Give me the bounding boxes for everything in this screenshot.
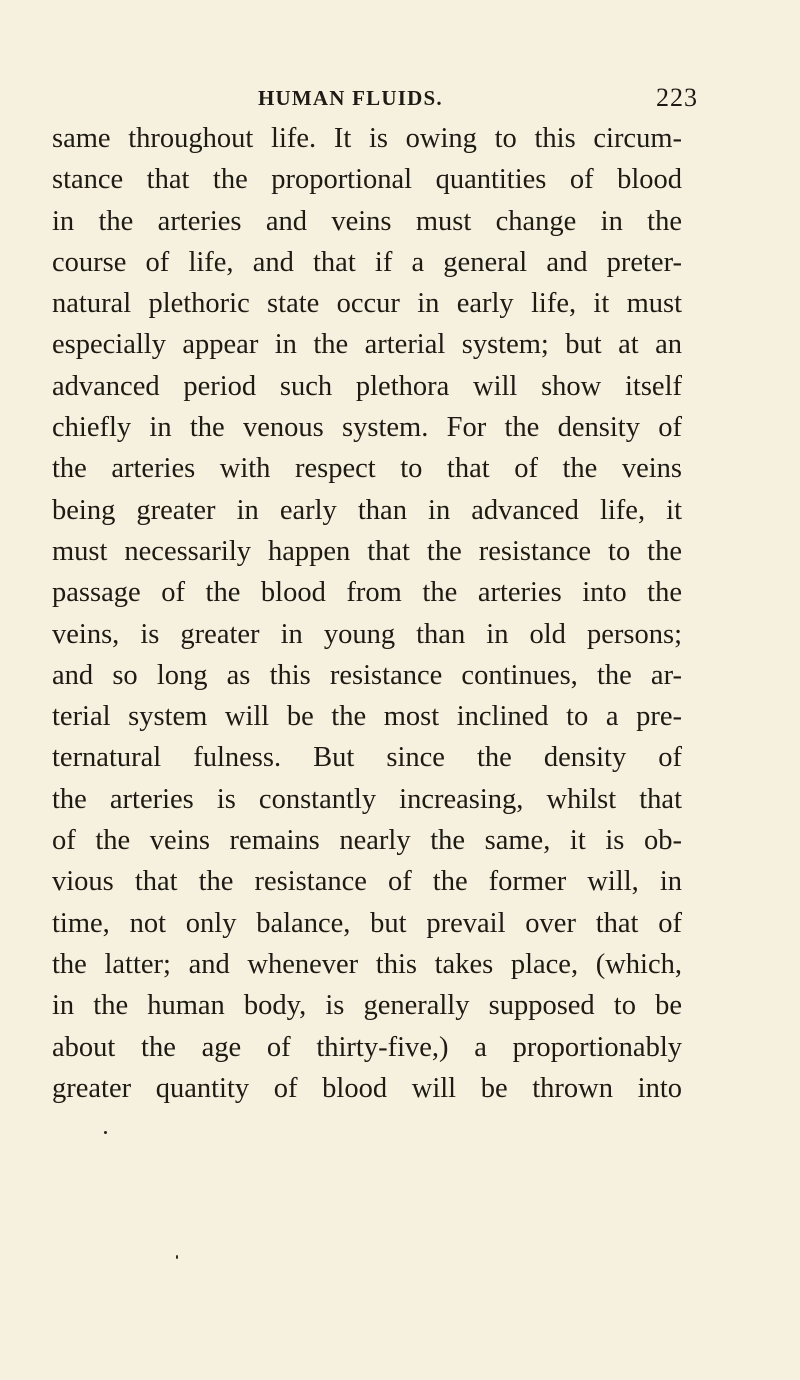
text-line: of the veins remains nearly the same, it is ob- [52,825,682,857]
body-text [52,118,682,1109]
text-line: terial system will be the most inclined to a pre- [52,701,682,733]
text-line: veins, is greater in young than in old persons; [52,618,682,650]
text-line: in the arteries and veins must change in the [52,205,682,237]
text-line: natural plethoric state occur in early life, it must [52,288,682,320]
text-line: same throughout life. It is owing to this circum- [52,123,682,154]
text-line: the latter; and whenever this takes place, (which, [52,948,682,980]
text-line: especially appear in the arterial system; but at an [52,329,682,361]
text-line: advanced period such plethora will show itself [52,370,682,402]
text-line: and so long as this resistance continues, the ar- [52,659,682,691]
page-number: 223 [656,83,698,112]
text-line: time, not only balance, but prevail over that of [52,907,682,939]
running-title: HUMAN FLUIDS. [258,86,443,110]
text-line: in the human body, is generally supposed to be [52,990,682,1022]
text-line: the arteries with respect to that of the veins [52,453,682,485]
text-line: must necessarily happen that the resistance to the [52,535,682,567]
text-line: greater quantity of blood will be thrown into [52,1072,682,1104]
text-line: chiefly in the venous system. For the density of [52,412,682,444]
ink-speck [104,1131,107,1134]
text-line: vious that the resistance of the former will, in [52,866,682,898]
text-line: the arteries is constantly increasing, whilst that [52,783,682,815]
ink-speck [176,1255,178,1259]
text-line: about the age of thirty-five,) a proportionably [52,1031,682,1063]
text-line: stance that the proportional quantities of blood [52,164,682,196]
text-line: course of life, and that if a general and preter- [52,246,682,278]
text-line: passage of the blood from the arteries into the [52,577,682,609]
text-line: ternatural fulness. But since the density of [52,742,682,774]
text-line: being greater in early than in advanced life, it [52,494,682,526]
running-head [258,83,698,116]
